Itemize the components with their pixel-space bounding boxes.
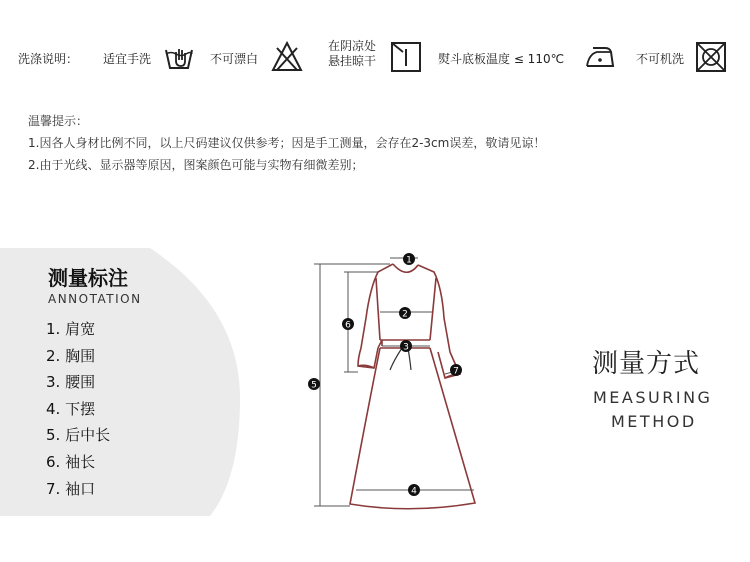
method-title-en-2: METHOD [611, 412, 697, 431]
dress-measurement-diagram [290, 248, 510, 516]
tips-line-1: 1.因各人身材比例不同，以上尺码建议仅供参考；因是手工测量，会存在2-3cm误差，敬请见谅！ [28, 136, 546, 150]
tips-block [28, 110, 545, 176]
method-title-en-1: MEASURING [593, 388, 713, 407]
care-label-line-dry [328, 39, 376, 69]
no-bleach-icon [270, 40, 304, 74]
care-label-no-bleach: 不可漂白 [210, 52, 259, 66]
tips-line-2: 2.由于光线、显示器等原因，图案颜色可能与实物有细微差别； [28, 158, 364, 172]
dress-outline [350, 264, 475, 509]
care-label-hand-wash: 适宜手洗 [103, 52, 152, 66]
marker-2 [399, 307, 411, 320]
marker-4 [408, 484, 420, 497]
care-label-line-dry-2: 悬挂晾干 [328, 54, 377, 68]
method-title-cn: 测量方式 [592, 349, 701, 379]
annotation-list [46, 316, 110, 502]
care-instructions-row [0, 40, 750, 76]
annotation-item: 1. 肩宽 [46, 320, 96, 338]
care-heading: 洗涤说明： [18, 52, 79, 66]
care-label-iron: 熨斗底板温度 ≤ 110℃ [438, 52, 565, 66]
care-label-no-machine-wash: 不可机洗 [636, 52, 685, 66]
marker-6 [342, 318, 354, 331]
tips-title: 温馨提示： [28, 114, 89, 128]
annotation-item: 4. 下摆 [46, 399, 96, 418]
hand-wash-icon [162, 40, 196, 74]
marker-7-label: 7 [453, 366, 459, 377]
marker-4-label: 4 [411, 486, 417, 497]
annotation-item: 3. 腰围 [46, 373, 96, 392]
marker-1 [403, 253, 415, 266]
marker-1-label: 1 [406, 255, 412, 266]
annotation-item: 7. 袖口 [46, 479, 96, 498]
marker-3-label: 3 [403, 342, 409, 353]
annotation-title: 测量标注 [48, 266, 128, 290]
annotation-subtitle: ANNOTATION [48, 292, 142, 306]
iron-low-temp-icon [583, 40, 617, 74]
annotation-item: 2. 胸围 [46, 346, 96, 365]
marker-5-label: 5 [311, 380, 317, 391]
annotation-item: 5. 后中长 [46, 426, 111, 445]
line-dry-shade-icon [389, 40, 423, 74]
annotation-item: 6. 袖长 [46, 452, 96, 471]
care-label-line-dry-1: 在阴凉处 [328, 39, 377, 53]
no-machine-wash-icon [694, 40, 728, 74]
marker-3 [400, 340, 412, 353]
marker-2-label: 2 [402, 309, 408, 320]
marker-5 [308, 378, 320, 391]
marker-6-label: 6 [345, 320, 351, 331]
dimension-guides [314, 255, 474, 506]
